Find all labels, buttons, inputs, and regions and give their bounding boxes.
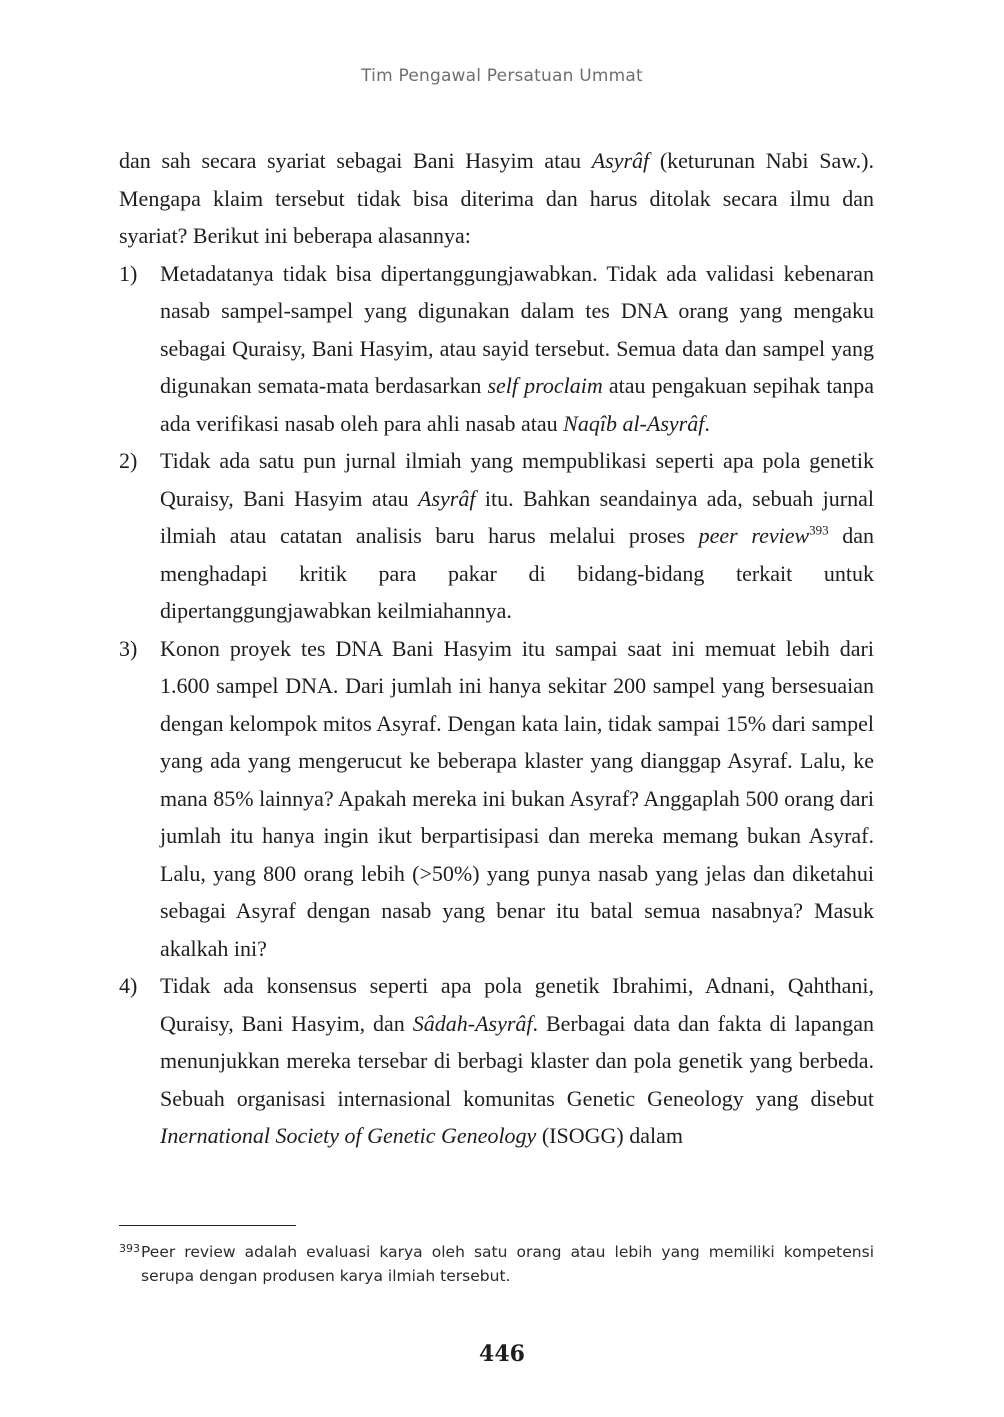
- footnote-mark: 393: [119, 1242, 140, 1255]
- footnote-text: Peer review adalah evaluasi karya oleh satu orang atau lebih yang memiliki kompetensi serupa dengan produsen karya ilmiah tersebut.: [141, 1243, 874, 1285]
- list-item-2: 2) Tidak ada satu pun jurnal ilmiah yang mempublikasi seperti apa pola genetik Quraisy, Bani Hasyim atau Asyrâf itu. Bahkan seandainya ada, sebuah jurnal ilmiah atau catatan analisis baru harus melalui proses peer review$^{393}$ dan menghadapi kritik para pakar di bidang-bidang terkait untuk dipertanggungjawabkan keilmiahannya.: [119, 442, 874, 630]
- intro-paragraph: dan sah secara syariat sebagai Bani Hasyim atau Asyrâf (keturunan Nabi Saw.). Mengapa klaim tersebut tidak bisa diterima dan harus ditolak secara ilmu dan syariat? Berikut ini beberapa alasannya:: [119, 148, 875, 248]
- footnote-divider: [119, 1225, 296, 1226]
- list-number: 2): [119, 448, 138, 473]
- list-number: 3): [119, 635, 138, 661]
- footnote: [119, 1240, 874, 1288]
- footnote-reference[interactable]: 393: [809, 522, 829, 538]
- body-text: [119, 142, 874, 1155]
- running-header: Tim Pengawal Persatuan Ummat: [361, 66, 643, 86]
- page-number: 446: [479, 1341, 525, 1367]
- list-number: 4): [119, 973, 138, 998]
- list-item-1: 1) Metadatanya tidak bisa dipertanggungjawabkan. Tidak ada validasi kebenaran nasab sampel-sampel yang digunakan dalam tes DNA orang yang mengaku sebagai Quraisy, Bani Hasyim, atau sayid tersebut. Semua data dan sampel yang digunakan semata-mata berdasarkan self proclaim atau pengakuan sepihak tanpa ada verifikasi nasab oleh para ahli nasab atau Naqîb al-Asyrâf.: [119, 255, 874, 443]
- reasons-list: [119, 255, 874, 1155]
- list-item-4: 4) Tidak ada konsensus seperti apa pola genetik Ibrahimi, Adnani, Qahthani, Quraisy, Bani Hasyim, dan Sâdah-Asyrâf. Berbagai data dan fakta di lapangan menunjukkan mereka tersebar di berbagi klaster dan pola genetik yang berbeda. Sebuah organisasi internasional komunitas Genetic Geneology yang disebut Inernational Society of Genetic Geneology (ISOGG) dalam: [119, 967, 874, 1155]
- list-item-3: 3) Konon proyek tes DNA Bani Hasyim itu sampai saat ini memuat lebih dari 1.600 sampel DNA. Dari jumlah ini hanya sekitar 200 sampel yang bersesuaian dengan kelompok mitos Asyraf. Dengan kata lain, tidak sampai 15% dari sampel yang ada yang mengerucut ke beberapa klaster yang dianggap Asyraf. Lalu, ke mana 85% lainnya? Apakah mereka ini bukan Asyraf? Anggaplah 500 orang dari jumlah itu hanya ingin ikut berpartisipasi dan mereka memang bukan Asyraf. Lalu, yang 800 orang lebih (>50%) yang punya nasab yang jelas dan diketahui sebagai Asyraf dengan nasab yang benar itu batal semua nasabnya? Masuk akalkah ini?: [119, 630, 874, 968]
- list-number: 1): [119, 260, 138, 286]
